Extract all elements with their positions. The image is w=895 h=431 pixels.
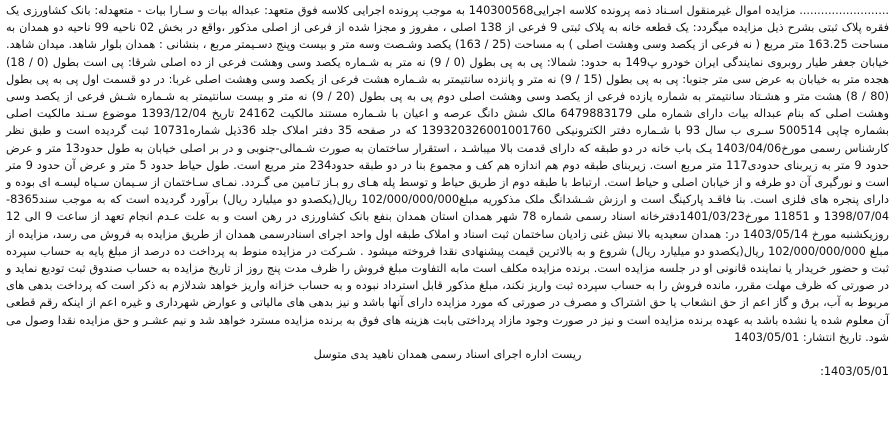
publication-date: 1403/05/01: [820,365,889,379]
notice-body-text: ......................... مزایده اموال غیرمنقول اسـناد ذمه پرونده کلاسه اجرایی140300568 به موجب پرونده اجرایی کلاسه فوق متعهد: عبداله بیات و سـارا بیات - متعهدله: بانک کشاورزی یک فقره پلاک ثبتی بشرح ذیل مزایده میگردد: یک قطعه خانه به پلاک ثبتی 9 فرعی از 138 اصلی ، مفروز و مجزا شده از فرعی از اصلی مذکور ،واقع در بخش 02 ناحیه 99 ناحیه دو همدان به مساحت 163.25 متر مربع ( نه فرعی از یکصد وسی وهشت اصلی ) به مساحت (25 / 163) یکصد وشـصت وسه متر و بیست وپنج دسـیمتر مربع ، بنشانی : همدان بلوار شاهد. میدان شاهد. خیابان جعفر طیار روبروی نمایندگی ایران خودرو پ149 به حدود: شمالا: پی به پی بطول (0 / 9) نه متر به شـماره یکصد وسی وهشت فرعی از ده اصلی شرقا: پی است بطول (0 / 18) هجده متر به خیابان به عرض سی متر جنوبا: پی به پی بطول (15 / 9) نه متر و پانزده سانتیمتر به شـماره هشت فرعی از یکصد وسی وهشت اصلی غربا: در دو قسمت اول پی به پی بطول (80 / 8) هشت متر و هشـتاد سانتیمتر به شماره یازده فرعی از یکصد وسی وهشت اصلی دوم پی به پی بطول (20 / 9) نه متر و بیست سانتیمتر به شـماره شـش فرعی از یکصد وسی وهشت اصلی که بنام عبداله بیات دارای شماره ملی 6479883179 مالک شش دانگ عرصه و اعیان با شـماره مستند مالکیت 24162 تاریخ 1393/12/04 موضوع سـند مالکیت اصلی بشماره چاپی 500514 سـری ب سال 93 با شـماره دفتر الکترونیکی 139320326001001760 که در صفحه 35 دفتر املاک جلد 36ذیل شماره10731 ثبت گردیده است و طبق نظر کارشناس رسمی مورخ1403/04/06 یـک باب خانه در دو طبقه که دارای قدمت بالا میباشـد ، استقرار ساختمان به صورت شـمالی-جنوبی و در بر اصلی خیابان به طول حدود13 متر و عرض حدود 9 متر به زیربنای حدودی117 متر مربع است. زیربنای طبقه دوم هم اندازه هم کف و مجموع بنا در دو طبقه حدود234 متر مربع است. طول حیاط حدود 5 متر و عرض آن حدود 9 متر است و نورگیری آن دو طرفه و از خیابان اصلی و حیاط است. ارتباط با طبقه دوم از طریق حیاط و توسط پله هـای رو بـاز تـامین می گـردد. نمـای سـاختمان از سـیمان سـیاه لیسـه ای بوده و دارای پنجره های فلزی است. بنا فاقـد پارکینگ است و ارزش شـشدانگ ملک مذکوریه مبلغ102/000/000/000 ریال(یکصدو دو میلیارد ریال) برآورد گردیده است که به موجب سند8365-1398/07/04 و 11851 مورخ1401/03/23دفترخانه اسناد رسمی شماره 78 شهر همدان استان همدان بنفع بانک کشاورزی در رهن است و به علت عـدم انجام تعهد از ساعت 9 الی 12 روزیکشنبه مورخ 1403/05/14 در: همدان سعیدیه بالا نبش غنی زادیان ساختمان ثبت اسناد و املاک طبقه اول واحد اجرای اسنادرسمی همدان از طریق مزایده به فروش می رسد، مزایده از مبلغ 102/000/000/000 ریال(یکصدو دو میلیارد ریال) شروع و به بالاترین قیمت پیشنهادی نقدا فروخته میشود . شـرکت در مزایده منوط به پرداخت ده درصد از مبلغ پایه به حساب سپرده ثبت و حضور خریدار یا نماینده قانونی او در جلسه مزایده است. برنده مزایده مکلف است مابه التفاوت مبلغ فروش را ظرف مدت پنج روز از تاریخ مزایده به حساب صندوق ثبت تودیع نماید و در صورتی که ظرف مهلت مقرر، مانده فروش را به حساب سپرده ثبت واریز نکند، مبلغ مذکور قابل استرداد نبوده و به حساب خزانه واریز خواهد شدلازم به ذکر است که پرداخت بدهی های مربوط به آب، برق و گاز اعم از حق انشعاب یا حق اشتراک و مصرف در صورتی که مورد مزایده دارای آنها باشد و نیز بدهی های مالیاتی و عوارض شهرداری و غیره اعم از اینکه رقم قطعی آن معلوم شده یا نشده باشد به عهده برنده مزایده است و نیز در صورت وجود مازاد پرداختی بابت هزینه های فوق به برنده مزایده مسترد خواهد شد و نیم عشـر و حق مزایده نقدا وصول می شود. تاریخ انتشار: 1403/05/01 [6,4,890,344]
issuer-signature-line: ریست اداره اجرای اسناد رسمی همدان ناهید یدی متوسل [313,348,582,362]
